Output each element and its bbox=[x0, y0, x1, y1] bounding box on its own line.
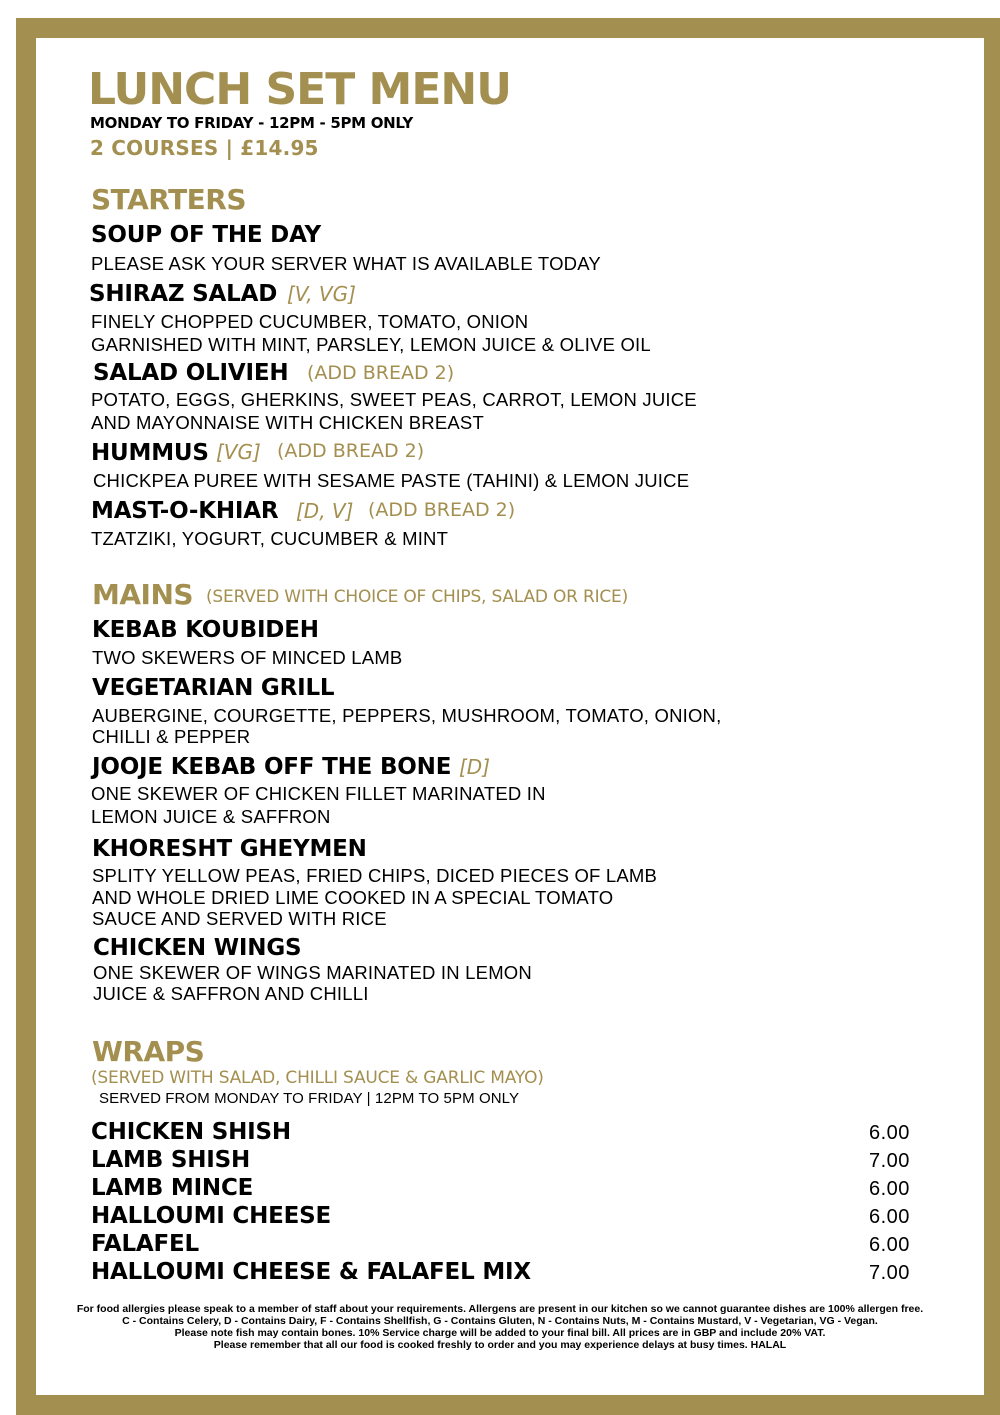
footer-line: For food allergies please speak to a member of staff about your requirements. Allergens are present in our kitchen so we cannot guarantee dishes are 100% allergen free. bbox=[76, 1303, 924, 1315]
wraps-heading: WRAPS bbox=[92, 1035, 205, 1068]
dish-name: KHORESHT GHEYMEN bbox=[92, 836, 367, 862]
wrap-name: LAMB MINCE bbox=[91, 1175, 254, 1201]
wrap-price: 7.00 bbox=[869, 1150, 910, 1172]
menu-price: 2 COURSES | £14.95 bbox=[90, 136, 319, 160]
dish-description: ONE SKEWER OF CHICKEN FILLET MARINATED IN bbox=[91, 783, 546, 804]
dish-name: CHICKEN WINGS bbox=[93, 935, 302, 961]
dish-name: MAST-O-KHIAR bbox=[91, 498, 279, 524]
dish-name: SHIRAZ SALAD bbox=[89, 281, 278, 307]
dish-description: PLEASE ASK YOUR SERVER WHAT IS AVAILABLE TODAY bbox=[91, 253, 601, 274]
add-bread-note: (ADD BREAD 2) bbox=[368, 499, 516, 521]
dish-description: SAUCE AND SERVED WITH RICE bbox=[92, 908, 387, 929]
allergen-footer bbox=[40, 1303, 960, 1351]
add-bread-note: (ADD BREAD 2) bbox=[277, 440, 425, 462]
dish-description: CHILLI & PEPPER bbox=[92, 726, 251, 747]
wrap-price: 6.00 bbox=[869, 1206, 910, 1228]
dish-name: JOOJE KEBAB OFF THE BONE bbox=[92, 754, 452, 780]
add-bread-note: (ADD BREAD 2) bbox=[307, 362, 455, 384]
wrap-price: 6.00 bbox=[869, 1234, 910, 1256]
footer-line: C - Contains Celery, D - Contains Dairy, F - Contains Shellfish, G - Contains Gluten, N - Contains Nuts, M - Contains Mustard, V - Vegetarian, VG - Vegan. bbox=[122, 1315, 878, 1327]
wrap-price: 6.00 bbox=[869, 1178, 910, 1200]
dish-description: ONE SKEWER OF WINGS MARINATED IN LEMON bbox=[93, 962, 532, 983]
wraps-served-hours: SERVED FROM MONDAY TO FRIDAY | 12PM TO 5PM ONLY bbox=[99, 1090, 520, 1107]
dish-description: SPLITY YELLOW PEAS, FRIED CHIPS, DICED PIECES OF LAMB bbox=[92, 865, 658, 886]
footer-line: Please note fish may contain bones. 10% Service charge will be added to your final bill. All prices are in GBP and include 20% VAT. bbox=[174, 1327, 826, 1339]
dish-name: KEBAB KOUBIDEH bbox=[92, 617, 319, 643]
footer-line: Please remember that all our food is cooked freshly to order and you may experience delays at busy times. HALAL bbox=[213, 1339, 787, 1351]
dish-description: JUICE & SAFFRON AND CHILLI bbox=[93, 983, 369, 1004]
dish-name: VEGETARIAN GRILL bbox=[92, 675, 335, 701]
wrap-name: LAMB SHISH bbox=[91, 1147, 251, 1173]
dish-description: TZATZIKI, YOGURT, CUCUMBER & MINT bbox=[91, 528, 449, 549]
dietary-tag: [V, VG] bbox=[287, 282, 356, 306]
mains-heading: MAINS bbox=[92, 578, 194, 611]
dish-name: SALAD OLIVIEH bbox=[93, 360, 289, 386]
wrap-name: CHICKEN SHISH bbox=[91, 1119, 291, 1145]
dish-description: CHICKPEA PUREE WITH SESAME PASTE (TAHINI) & LEMON JUICE bbox=[93, 470, 690, 491]
wrap-name: HALLOUMI CHEESE & FALAFEL MIX bbox=[91, 1259, 531, 1285]
wraps-note: (SERVED WITH SALAD, CHILLI SAUCE & GARLIC MAYO) bbox=[91, 1068, 544, 1088]
wrap-name: FALAFEL bbox=[91, 1231, 200, 1257]
dish-description: LEMON JUICE & SAFFRON bbox=[91, 806, 331, 827]
menu-title: LUNCH SET MENU bbox=[88, 64, 511, 115]
mains-note: (SERVED WITH CHOICE OF CHIPS, SALAD OR RICE) bbox=[206, 587, 629, 607]
dish-description: GARNISHED WITH MINT, PARSLEY, LEMON JUICE & OLIVE OIL bbox=[91, 334, 651, 355]
dish-description: AND MAYONNAISE WITH CHICKEN BREAST bbox=[91, 412, 484, 433]
dish-name: SOUP OF THE DAY bbox=[91, 222, 321, 248]
starters-heading: STARTERS bbox=[91, 183, 247, 216]
wrap-price: 7.00 bbox=[869, 1262, 910, 1284]
wrap-price: 6.00 bbox=[869, 1122, 910, 1144]
dish-description: AUBERGINE, COURGETTE, PEPPERS, MUSHROOM, TOMATO, ONION, bbox=[92, 705, 722, 726]
dish-description: AND WHOLE DRIED LIME COOKED IN A SPECIAL TOMATO bbox=[92, 887, 614, 908]
dietary-tag: [VG] bbox=[216, 440, 261, 464]
dietary-tag: [D] bbox=[459, 755, 491, 779]
dish-name: HUMMUS bbox=[91, 440, 209, 466]
menu-hours: MONDAY TO FRIDAY - 12PM - 5PM ONLY bbox=[90, 114, 413, 132]
wrap-name: HALLOUMI CHEESE bbox=[91, 1203, 332, 1229]
dish-description: FINELY CHOPPED CUCUMBER, TOMATO, ONION bbox=[91, 311, 529, 332]
dietary-tag: [D, V] bbox=[296, 499, 354, 523]
dish-description: POTATO, EGGS, GHERKINS, SWEET PEAS, CARROT, LEMON JUICE bbox=[91, 389, 697, 410]
dish-description: TWO SKEWERS OF MINCED LAMB bbox=[92, 647, 403, 668]
